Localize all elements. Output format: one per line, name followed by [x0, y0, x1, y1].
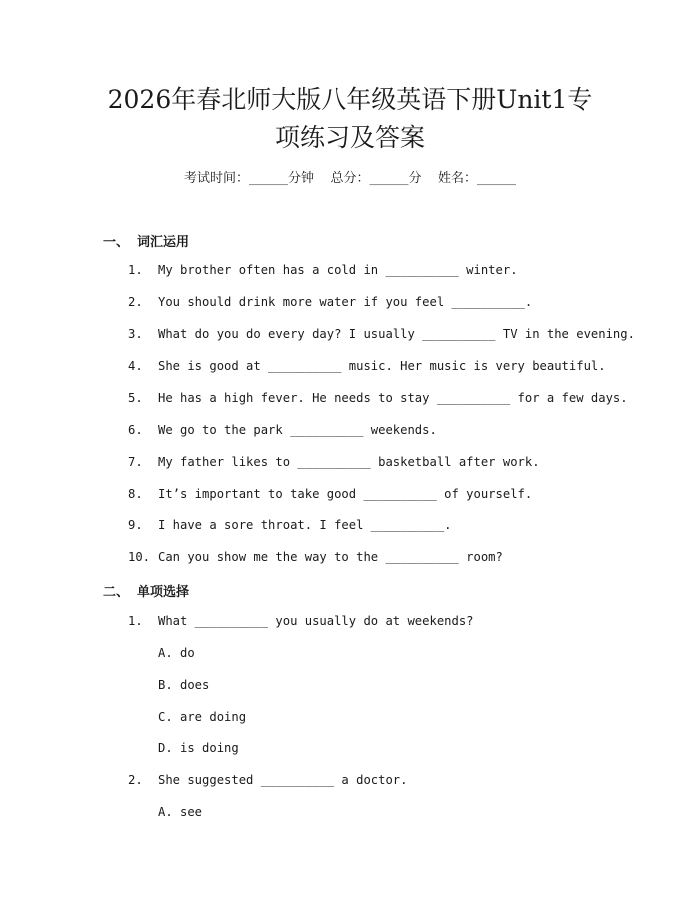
section-number: 一、	[103, 235, 130, 250]
question-text: Can you show me the way to the __________ room?	[158, 550, 503, 564]
section-heading-multiple-choice	[103, 581, 189, 600]
question-item	[128, 326, 635, 342]
exam-info-line: 考试时间：______分钟 总分：______分 姓名：______	[183, 171, 517, 186]
question-number: 3.	[128, 327, 143, 341]
question-item	[128, 772, 407, 788]
section-number: 二、	[103, 585, 130, 600]
question-number: 4.	[128, 359, 143, 373]
question-item	[128, 613, 474, 629]
question-number: 7.	[128, 455, 143, 469]
question-number: 2.	[128, 773, 143, 787]
answer-option: D. is doing	[158, 741, 239, 755]
document-title-line-2: 项练习及答案	[274, 123, 425, 152]
question-item	[128, 454, 540, 470]
answer-option: A. see	[158, 805, 203, 819]
question-text: You should drink more water if you feel __________.	[158, 295, 533, 309]
question-number: 1.	[128, 263, 143, 277]
question-item	[128, 486, 532, 502]
question-number: 6.	[128, 423, 143, 437]
question-item	[128, 422, 437, 438]
document-title-line-1: 2026年春北师大版八年级英语下册Unit1专	[107, 85, 593, 114]
question-text: My father likes to __________ basketball after work.	[158, 455, 540, 469]
question-text: What do you do every day? I usually __________ TV in the evening.	[158, 327, 635, 341]
question-text: My brother often has a cold in __________ winter.	[158, 263, 518, 277]
question-number: 10.	[128, 550, 151, 564]
question-text: She suggested __________ a doctor.	[158, 773, 408, 787]
question-text: We go to the park __________ weekends.	[158, 423, 437, 437]
answer-option: B. does	[158, 678, 210, 692]
question-number: 2.	[128, 295, 143, 309]
question-number: 9.	[128, 518, 143, 532]
question-item	[128, 294, 532, 310]
question-text: What __________ you usually do at weekends?	[158, 614, 474, 628]
question-text: She is good at __________ music. Her music is very beautiful.	[158, 359, 606, 373]
question-item	[128, 517, 452, 533]
question-number: 5.	[128, 391, 143, 405]
question-item	[128, 549, 503, 565]
answer-option: A. do	[158, 646, 195, 660]
question-item	[128, 358, 606, 374]
answer-option: C. are doing	[158, 710, 247, 724]
question-text: It’s important to take good __________ of yourself.	[158, 487, 533, 501]
section-heading-vocabulary	[103, 231, 189, 250]
question-text: He has a high fever. He needs to stay __________ for a few days.	[158, 391, 628, 405]
question-text: I have a sore throat. I feel __________.	[158, 518, 452, 532]
question-item	[128, 390, 628, 406]
section-title: 单项选择	[137, 585, 190, 600]
question-item	[128, 262, 518, 278]
section-title: 词汇运用	[137, 235, 190, 250]
question-number: 8.	[128, 487, 143, 501]
question-number: 1.	[128, 614, 143, 628]
